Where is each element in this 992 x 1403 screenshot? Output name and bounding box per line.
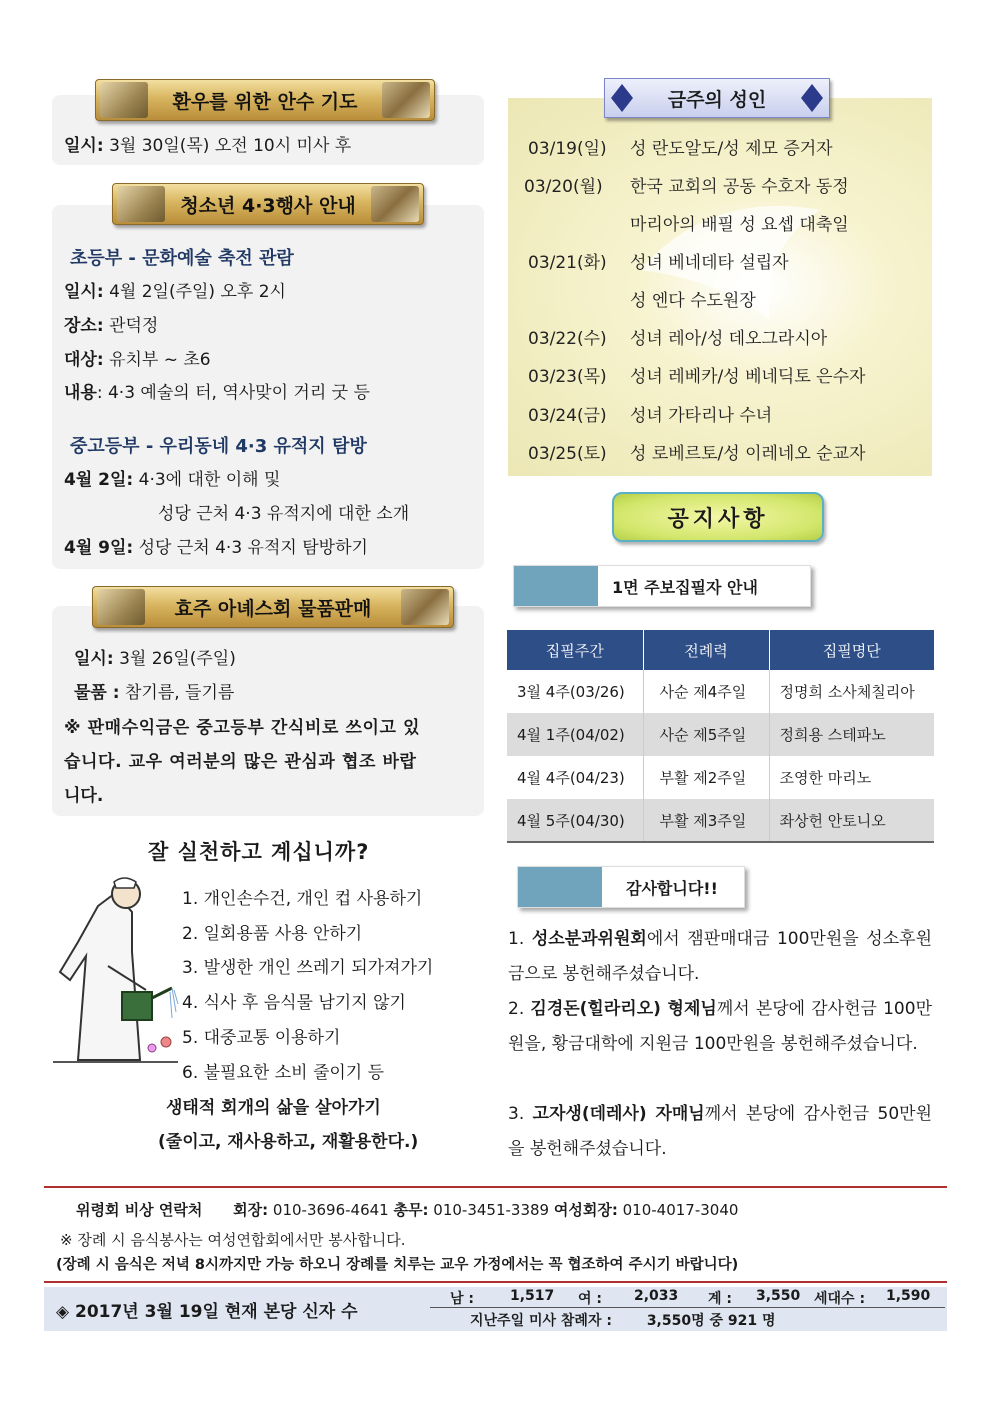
practice-item-6: 6. 불필요한 소비 줄이기 등 bbox=[182, 1063, 385, 1083]
practice-slogan-1: 생태적 회개의 삶을 살아가기 bbox=[166, 1098, 381, 1118]
prayer-date: 일시: 3월 30일(목) 오전 10시 미사 후 bbox=[64, 136, 352, 156]
ornament-right-icon bbox=[801, 84, 823, 112]
footer-divider-bottom bbox=[44, 1281, 947, 1283]
writers-table bbox=[507, 630, 934, 843]
saint-row: 03/20(월) 한국 교회의 공동 수호자 동정 bbox=[524, 177, 849, 197]
saint-row: 03/25(토) 성 로베르토/성 이레네오 순교자 bbox=[528, 444, 866, 464]
table-cell: 사순 제5주일 bbox=[643, 713, 769, 756]
practice-item-1: 1. 개인손수건, 개인 컵 사용하기 bbox=[182, 889, 423, 909]
thanks-item-2: 2. 김경돈(힐라리오) 형제님께서 본당에 감사헌금 100만원을, 황금대학에 지원금 100만원을 봉헌해주셨습니다. bbox=[508, 999, 932, 1054]
column-header: 집필주간 bbox=[507, 630, 643, 670]
ornament-left-icon bbox=[611, 84, 633, 112]
elem-heading: 초등부 - 문화예술 축전 관람 bbox=[70, 248, 294, 269]
practice-slogan-2: (줄이고, 재사용하고, 재활용한다.) bbox=[158, 1132, 419, 1152]
jesus-image-icon bbox=[382, 82, 430, 118]
column-header: 전례력 bbox=[643, 630, 769, 670]
thanks-title: 감사합니다!! bbox=[517, 866, 745, 908]
practice-item-3: 3. 발생한 개인 쓰레기 되가져가기 bbox=[182, 958, 434, 978]
contact-line: 위령회 비상 연락처 회장: 010-3696-4641 총무: 010-3451-3389 여성회장: 010-4017-3040 bbox=[76, 1201, 739, 1219]
table-cell: 조영한 마리노 bbox=[779, 769, 872, 787]
youth-content: 내용: 4·3 예술의 터, 역사맞이 거리 굿 등 bbox=[64, 383, 370, 403]
funeral-note-1: ※ 장례 시 음식봉사는 여성연합회에서만 봉사합니다. bbox=[60, 1231, 406, 1249]
youth-target: 대상: 유치부 ~ 초6 bbox=[64, 350, 211, 370]
lamb-image-icon bbox=[97, 589, 145, 625]
notice-title: 공지사항 bbox=[612, 492, 824, 542]
saints-title: 금주의 성인 bbox=[604, 78, 830, 118]
thanks-item-3: 3. 고자생(데레사) 자매님께서 본당에 감사헌금 50만원을 봉헌해주셨습니다. bbox=[508, 1104, 932, 1159]
practice-item-4: 4. 식사 후 음식물 남기지 않기 bbox=[182, 993, 406, 1013]
youth43-title: 청소년 4·3행사 안내 bbox=[112, 183, 424, 225]
apr2-line1: 4월 2일: 4·3에 대한 이해 및 bbox=[64, 470, 281, 490]
column-header: 집필명단 bbox=[769, 630, 934, 670]
table-row bbox=[507, 799, 934, 842]
pope-watering-illustration bbox=[48, 872, 180, 1064]
table-row bbox=[507, 670, 934, 713]
saint-row: 성 엔다 수도원장 bbox=[630, 291, 756, 311]
practice-title: 잘 실천하고 계십니까? bbox=[148, 840, 370, 864]
mass-attendance: 지난주일 미사 참례자 : 3,550명 중 921 명 bbox=[470, 1313, 776, 1329]
table-cell: 3월 4주(03/26) bbox=[507, 670, 643, 713]
table-cell: 4월 5주(04/30) bbox=[507, 799, 643, 842]
sale-date: 일시: 3월 26일(주일) bbox=[74, 649, 236, 669]
table-cell: 좌상헌 안토니오 bbox=[769, 799, 934, 842]
table-cell: 정희용 스테파노 bbox=[769, 713, 934, 756]
table-cell: 4월 1주(04/02) bbox=[507, 713, 643, 756]
saint-row: 마리아의 배필 성 요셉 대축일 bbox=[630, 215, 849, 235]
tab-accent bbox=[514, 566, 598, 606]
mid-heading: 중고등부 - 우리동네 4·3 유적지 탐방 bbox=[70, 436, 367, 457]
sale-note-1: ※ 판매수익금은 중고등부 간식비로 쓰이고 있 bbox=[64, 718, 421, 738]
saint-row: 03/19(일) 성 란도알도/성 제모 증거자 bbox=[528, 139, 833, 159]
jesus-image-icon bbox=[371, 186, 419, 222]
table-cell: 정명희 소사체칠리아 bbox=[779, 683, 915, 701]
lamb-image-icon bbox=[100, 82, 148, 118]
sale-note-2: 습니다. 교우 여러분의 많은 관심과 협조 바랍 bbox=[64, 752, 417, 772]
lamb-image-icon bbox=[117, 186, 165, 222]
footer-divider bbox=[44, 1186, 947, 1188]
writers-table-header bbox=[507, 630, 934, 670]
prayer-title: 환우를 위한 안수 기도 bbox=[95, 79, 435, 121]
youth-date: 일시: 4월 2일(주일) 오후 2시 bbox=[64, 282, 286, 302]
saint-row: 03/23(목) 성녀 레베카/성 베네딕토 은수자 bbox=[528, 367, 866, 387]
tab-accent bbox=[518, 867, 602, 907]
thanks-item-1: 1. 성소분과위원회에서 잼판매대금 100만원을 성소후원금으로 봉헌해주셨습니다. bbox=[508, 929, 933, 984]
funeral-note-2: (장례 시 음식은 저녁 8시까지만 가능 하오니 장례를 치루는 교우 가정에서는 꼭 협조하여 주시기 바랍니다) bbox=[56, 1257, 739, 1273]
sale-panel bbox=[52, 606, 484, 816]
table-cell: 사순 제4주일 bbox=[643, 670, 769, 713]
table-cell: 부활 제3주일 bbox=[643, 799, 769, 842]
jesus-image-icon bbox=[401, 589, 449, 625]
saint-row: 03/24(금) 성녀 가타리나 수녀 bbox=[528, 406, 773, 426]
census-stats: 남 : 1,517 여 : 2,033 계 : 3,550 세대수 : 1,590 bbox=[430, 1286, 945, 1308]
saint-row: 03/21(화) 성녀 베네데타 설립자 bbox=[528, 253, 789, 273]
apr9-line: 4월 9일: 성당 근처 4·3 유적지 탐방하기 bbox=[64, 538, 368, 558]
apr2-line2: 성당 근처 4·3 유적지에 대한 소개 bbox=[158, 504, 410, 524]
table-row bbox=[507, 713, 934, 756]
sale-item: 물품 : 참기름, 들기름 bbox=[74, 683, 235, 703]
table-row bbox=[507, 756, 934, 799]
youth-place: 장소: 관덕정 bbox=[64, 316, 159, 336]
table-cell: 부활 제2주일 bbox=[643, 756, 769, 799]
saint-row: 03/22(수) 성녀 레아/성 데오그라시아 bbox=[528, 329, 828, 349]
sale-title: 효주 아녜스회 물품판매 bbox=[92, 586, 454, 628]
census-title: ◈ 2017년 3월 19일 현재 본당 신자 수 bbox=[56, 1302, 358, 1322]
practice-item-2: 2. 일회용품 사용 안하기 bbox=[182, 924, 363, 944]
writers-title: 1면 주보집필자 안내 bbox=[513, 565, 811, 607]
table-cell: 4월 4주(04/23) bbox=[507, 756, 643, 799]
practice-item-5: 5. 대중교통 이용하기 bbox=[182, 1028, 341, 1048]
sale-note-3: 니다. bbox=[64, 786, 104, 806]
